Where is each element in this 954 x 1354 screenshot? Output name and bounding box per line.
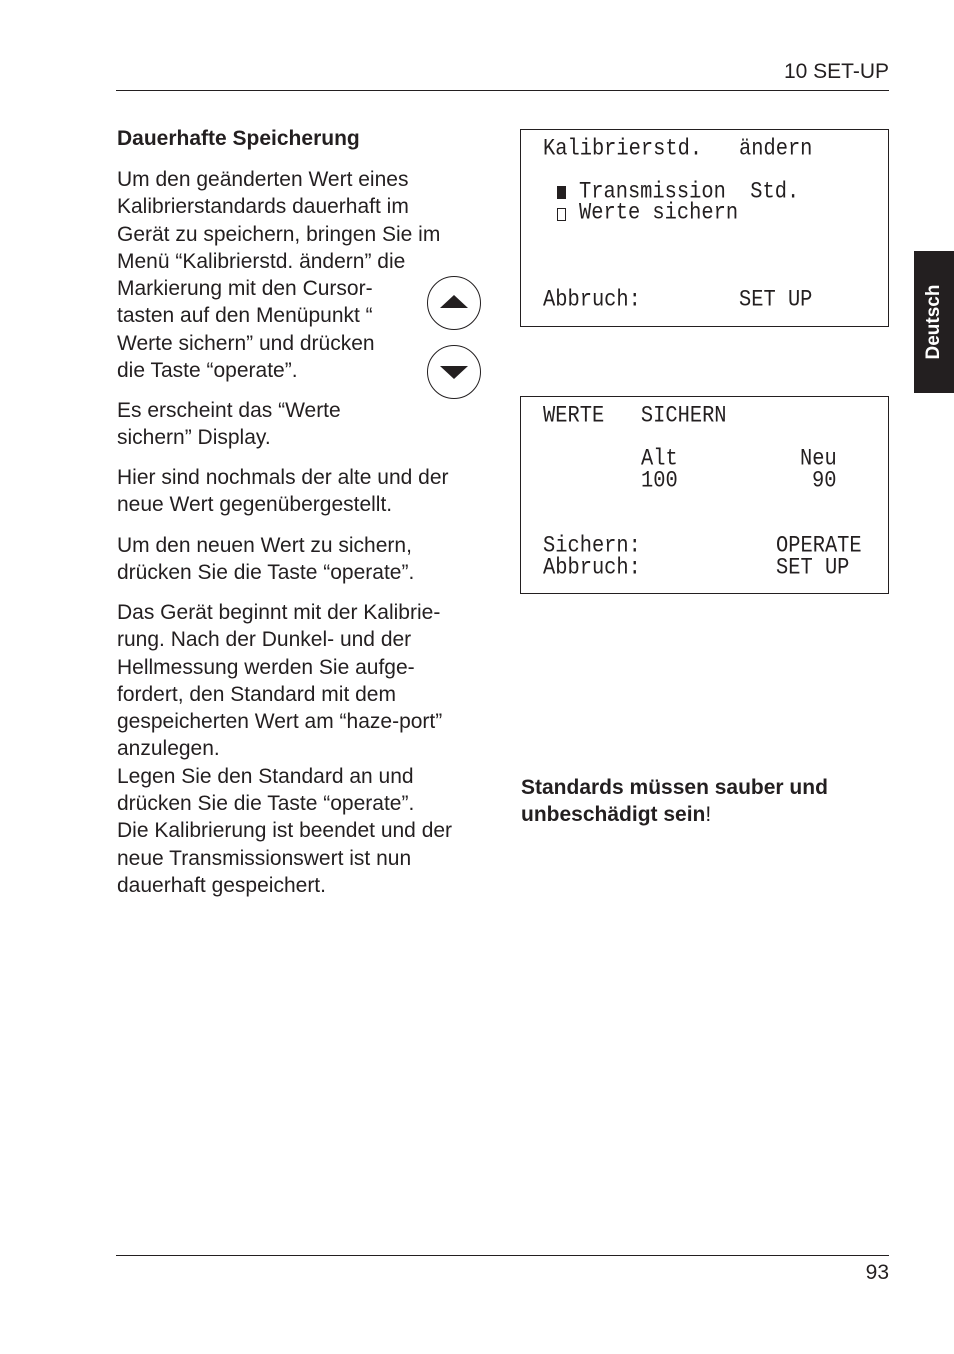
menu-item-werte-sichern: Werte sichern (579, 200, 739, 227)
language-tab-label: Deutsch (923, 284, 944, 360)
paragraph (117, 166, 440, 384)
paragraph (117, 532, 414, 587)
unselected-marker-icon (557, 208, 566, 221)
text-line: anzulegen. (117, 737, 220, 761)
cursor-up-button (427, 276, 481, 330)
note-line: Standards müssen sauber und (521, 776, 828, 799)
text-line: sichern” Display. (117, 426, 271, 450)
text-line: Kalibrierstandards dauerhaft im (117, 195, 409, 219)
text-line: gespeicherten Wert am “haze-port” (117, 710, 443, 734)
selected-marker-icon (557, 186, 566, 199)
text-line: drücken Sie die Taste “operate”. (117, 792, 415, 816)
language-tab (914, 251, 954, 393)
display-kalibrierstd (520, 129, 889, 327)
new-value: 90 (812, 468, 837, 495)
save-label: Sichern: (543, 533, 641, 560)
text-line: drücken Sie die Taste “operate”. (117, 561, 415, 585)
section-heading: Dauerhafte Speicherung (117, 127, 360, 150)
text-line: Die Kalibrierung ist beendet und der (117, 819, 453, 843)
text-line: Gerät zu speichern, bringen Sie im (117, 222, 441, 246)
paragraph (117, 464, 449, 519)
text-line: Markierung mit den Cursor- (117, 277, 373, 301)
old-label: Alt (641, 446, 678, 473)
cursor-down-button (427, 345, 481, 399)
display-werte-sichern (520, 396, 889, 594)
text-line: Werte sichern” und drücken (117, 331, 375, 355)
arrow-up-icon (440, 295, 468, 308)
text-line: Es erscheint das “Werte (117, 399, 341, 422)
text-line: neue Transmissionswert ist nun (117, 846, 412, 870)
header-rule (116, 90, 889, 91)
text-line: neue Wert gegenübergestellt. (117, 493, 393, 517)
note-bold-text: unbeschädigt sein (521, 803, 706, 827)
text-line: dauerhaft gespeichert. (117, 873, 326, 897)
page-number: 93 (865, 1261, 889, 1284)
display-title: WERTE SICHERN (543, 403, 727, 430)
paragraph (117, 599, 452, 899)
cancel-label: Abbruch: (543, 287, 641, 314)
footer-rule (116, 1255, 889, 1256)
note (521, 774, 828, 829)
cancel-key: SET UP (776, 555, 850, 582)
text-line: Hellmessung werden Sie aufge- (117, 655, 415, 679)
text-line: Menü “Kalibrierstd. ändern” die (117, 249, 406, 273)
old-value: 100 (641, 468, 678, 495)
display-title-right: ändern (739, 136, 813, 163)
text-line: Legen Sie den Standard an und (117, 764, 414, 788)
section-header: 10 SET-UP (783, 60, 889, 83)
menu-item-transmission: Transmission Std. (579, 179, 800, 206)
text-line: tasten auf den Menüpunkt “ (117, 304, 373, 328)
cancel-label: Abbruch: (543, 555, 641, 582)
text-line: Um den geänderten Wert eines (117, 168, 409, 191)
note-end: ! (705, 803, 712, 827)
arrow-down-icon (440, 366, 468, 379)
text-line: rung. Nach der Dunkel- und der (117, 628, 412, 652)
note-line (521, 801, 828, 828)
text-line: Das Gerät beginnt mit der Kalibrie- (117, 601, 441, 624)
text-line: fordert, den Standard mit dem (117, 682, 396, 706)
save-key: OPERATE (776, 533, 862, 560)
text-line: Hier sind nochmals der alte und der (117, 466, 449, 489)
display-title: Kalibrierstd. (543, 136, 703, 163)
paragraph (117, 397, 341, 452)
cancel-key: SET UP (739, 287, 813, 314)
text-line: die Taste “operate”. (117, 359, 298, 383)
text-line: Um den neuen Wert zu sichern, (117, 534, 412, 557)
new-label: Neu (800, 446, 837, 473)
